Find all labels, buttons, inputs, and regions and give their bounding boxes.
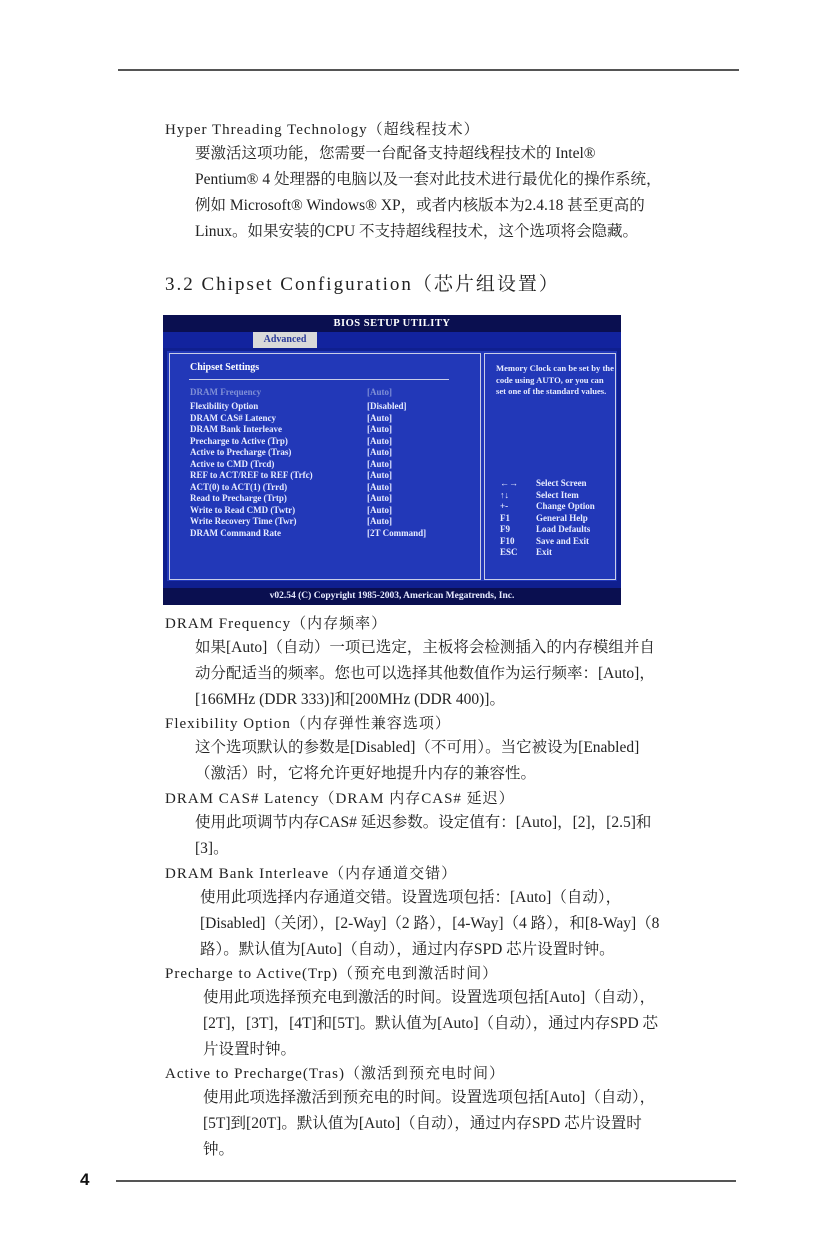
bios-value[interactable]: [Disabled] bbox=[367, 401, 407, 411]
bios-row-bank-interleave[interactable]: DRAM Bank Interleave bbox=[190, 424, 282, 434]
bios-value[interactable]: [2T Command] bbox=[367, 527, 427, 538]
item-heading-cas-latency: DRAM CAS# Latency（DRAM 内存CAS# 延迟） bbox=[165, 791, 515, 807]
bios-key-desc: General Help bbox=[536, 512, 588, 523]
bios-title: BIOS SETUP UTILITY bbox=[163, 315, 621, 332]
bios-row-command-rate[interactable]: DRAM Command Rate bbox=[190, 527, 281, 538]
bios-key-f9: F9 bbox=[500, 524, 510, 534]
bios-row-dram-frequency[interactable]: DRAM Frequency bbox=[190, 387, 262, 397]
item-heading-dram-frequency: DRAM Frequency（内存频率） bbox=[165, 616, 388, 632]
bios-heading: Chipset Settings bbox=[190, 362, 260, 373]
bios-key-f10: F10 bbox=[500, 535, 515, 546]
item-line: （激活）时，它将允许更好地提升内存的兼容性。 bbox=[195, 765, 537, 782]
bios-value[interactable]: [Auto] bbox=[367, 516, 392, 526]
item-line: 使用此项选择预充电到激活的时间。设置选项包括[Auto]（自动）， bbox=[203, 989, 656, 1006]
bios-row-trtp[interactable]: Read to Precharge (Trtp) bbox=[190, 493, 287, 503]
bios-row-flexibility[interactable]: Flexibility Option bbox=[190, 401, 259, 411]
bios-key-desc: Load Defaults bbox=[536, 524, 591, 534]
bios-row-twtr[interactable]: Write to Read CMD (Twtr) bbox=[190, 504, 296, 515]
bios-help-text: Memory Clock can be set by the code using AUTO, or you can set one of the standard values. bbox=[496, 363, 614, 396]
item-line: [2T]，[3T]，[4T]和[5T]。默认值为[Auto]（自动），通过内存SPD 芯 bbox=[203, 1015, 659, 1032]
bios-row-twr[interactable]: Write Recovery Time (Twr) bbox=[190, 516, 297, 526]
item-line: 使用此项选择激活到预充电的时间。设置选项包括[Auto]（自动）， bbox=[203, 1089, 656, 1106]
item-heading-trp: Precharge to Active(Trp)（预充电到激活时间） bbox=[165, 966, 499, 982]
item-line: 路）。默认值为[Auto]（自动），通过内存SPD 芯片设置时钟。 bbox=[200, 941, 615, 958]
item-line: [Disabled]（关闭），[2-Way]（2 路），[4-Way]（4 路），和[8-Way]（8 bbox=[200, 915, 660, 932]
ht-heading: Hyper Threading Technology（超线程技术） bbox=[165, 122, 480, 138]
bios-key-arrows-ud: ↑↓ bbox=[500, 489, 509, 500]
bios-row-trrd[interactable]: ACT(0) to ACT(1) (Trrd) bbox=[190, 481, 288, 492]
item-paragraph bbox=[195, 810, 651, 862]
item-heading-tras: Active to Precharge(Tras)（激活到预充电时间） bbox=[165, 1066, 505, 1082]
bios-value[interactable]: [Auto] bbox=[367, 481, 392, 492]
bios-key-desc: Select Item bbox=[536, 489, 579, 500]
bios-key-arrows-lr: ←→ bbox=[500, 478, 518, 488]
section-title: 3.2 Chipset Configuration（芯片组设置） bbox=[165, 274, 560, 295]
item-paragraph bbox=[203, 1085, 655, 1163]
page-number: 4 bbox=[80, 1170, 90, 1189]
bios-key-esc: ESC bbox=[500, 547, 518, 557]
bios-value[interactable]: [Auto] bbox=[367, 435, 392, 446]
item-line: 钟。 bbox=[203, 1141, 235, 1158]
item-line: [5T]到[20T]。默认值为[Auto]（自动），通过内存SPD 芯片设置时 bbox=[203, 1115, 642, 1132]
bios-key-f1: F1 bbox=[500, 512, 510, 523]
ht-line: Linux。如果安装的CPU 不支持超线程技术，这个选项将会隐藏。 bbox=[195, 223, 639, 240]
bios-key-desc: Change Option bbox=[536, 501, 595, 511]
item-line: [166MHz (DDR 333)]和[200MHz (DDR 400)]。 bbox=[195, 691, 505, 708]
item-line: [3]。 bbox=[195, 840, 229, 857]
bios-value[interactable]: [Auto] bbox=[367, 470, 392, 480]
ht-line: 要激活这项功能，您需要一台配备支持超线程技术的 Intel® bbox=[195, 145, 596, 162]
bios-key-desc: Exit bbox=[536, 547, 553, 557]
bios-row-trfc[interactable]: REF to ACT/REF to REF (Trfc) bbox=[190, 470, 313, 480]
ht-line: Pentium® 4 处理器的电脑以及一套对此技术进行最优化的操作系统， bbox=[195, 171, 662, 188]
item-paragraph bbox=[203, 985, 658, 1063]
bios-value[interactable]: [Auto] bbox=[367, 504, 392, 515]
bios-screenshot bbox=[163, 315, 621, 605]
bios-key-desc: Select Screen bbox=[536, 478, 587, 488]
bios-row-cas-latency[interactable]: DRAM CAS# Latency bbox=[190, 412, 276, 423]
bios-value[interactable]: [Auto] bbox=[367, 458, 392, 469]
item-line: 动分配适当的频率。您也可以选择其他数值作为运行频率：[Auto]， bbox=[195, 665, 655, 682]
bios-key-plus-minus: +- bbox=[500, 501, 509, 511]
bios-row-trp[interactable]: Precharge to Active (Trp) bbox=[190, 435, 288, 446]
top-rule bbox=[118, 69, 739, 71]
item-paragraph bbox=[195, 735, 639, 787]
bios-value[interactable]: [Auto] bbox=[367, 387, 392, 397]
item-line: 这个选项默认的参数是[Disabled]（不可用）。当它被设为[Enabled] bbox=[195, 739, 640, 756]
item-line: 使用此项调节内存CAS# 延迟参数。设定值有：[Auto]，[2]，[2.5]和 bbox=[195, 814, 652, 831]
bios-tabbar bbox=[163, 332, 621, 348]
item-heading-bank-interleave: DRAM Bank Interleave（内存通道交错） bbox=[165, 866, 458, 882]
item-heading-flexibility: Flexibility Option（内存弹性兼容选项） bbox=[165, 716, 451, 732]
bottom-rule bbox=[116, 1180, 736, 1182]
bios-tab-advanced[interactable]: Advanced bbox=[253, 332, 317, 348]
ht-paragraph bbox=[195, 141, 661, 245]
bios-value[interactable]: [Auto] bbox=[367, 493, 392, 503]
bios-value[interactable]: [Auto] bbox=[367, 424, 392, 434]
item-line: 片设置时钟。 bbox=[203, 1041, 297, 1058]
item-line: 使用此项选择内存通道交错。设置选项包括：[Auto]（自动）， bbox=[200, 889, 622, 906]
bios-row-tras[interactable]: Active to Precharge (Tras) bbox=[190, 447, 292, 457]
bios-footer: v02.54 (C) Copyright 1985-2003, American Megatrends, Inc. bbox=[163, 588, 621, 605]
bios-value[interactable]: [Auto] bbox=[367, 447, 392, 457]
item-paragraph bbox=[200, 885, 659, 963]
bios-value[interactable]: [Auto] bbox=[367, 412, 392, 423]
item-line: 如果[Auto]（自动）一项已选定，主板将会检测插入的内存模组并自 bbox=[195, 639, 655, 656]
ht-line: 例如 Microsoft® Windows® XP，或者内核版本为2.4.18 甚至更高的 bbox=[195, 197, 645, 214]
item-paragraph bbox=[195, 635, 655, 713]
bios-row-trcd[interactable]: Active to CMD (Trcd) bbox=[190, 458, 275, 469]
bios-key-desc: Save and Exit bbox=[536, 535, 590, 546]
bios-divider bbox=[189, 379, 449, 380]
